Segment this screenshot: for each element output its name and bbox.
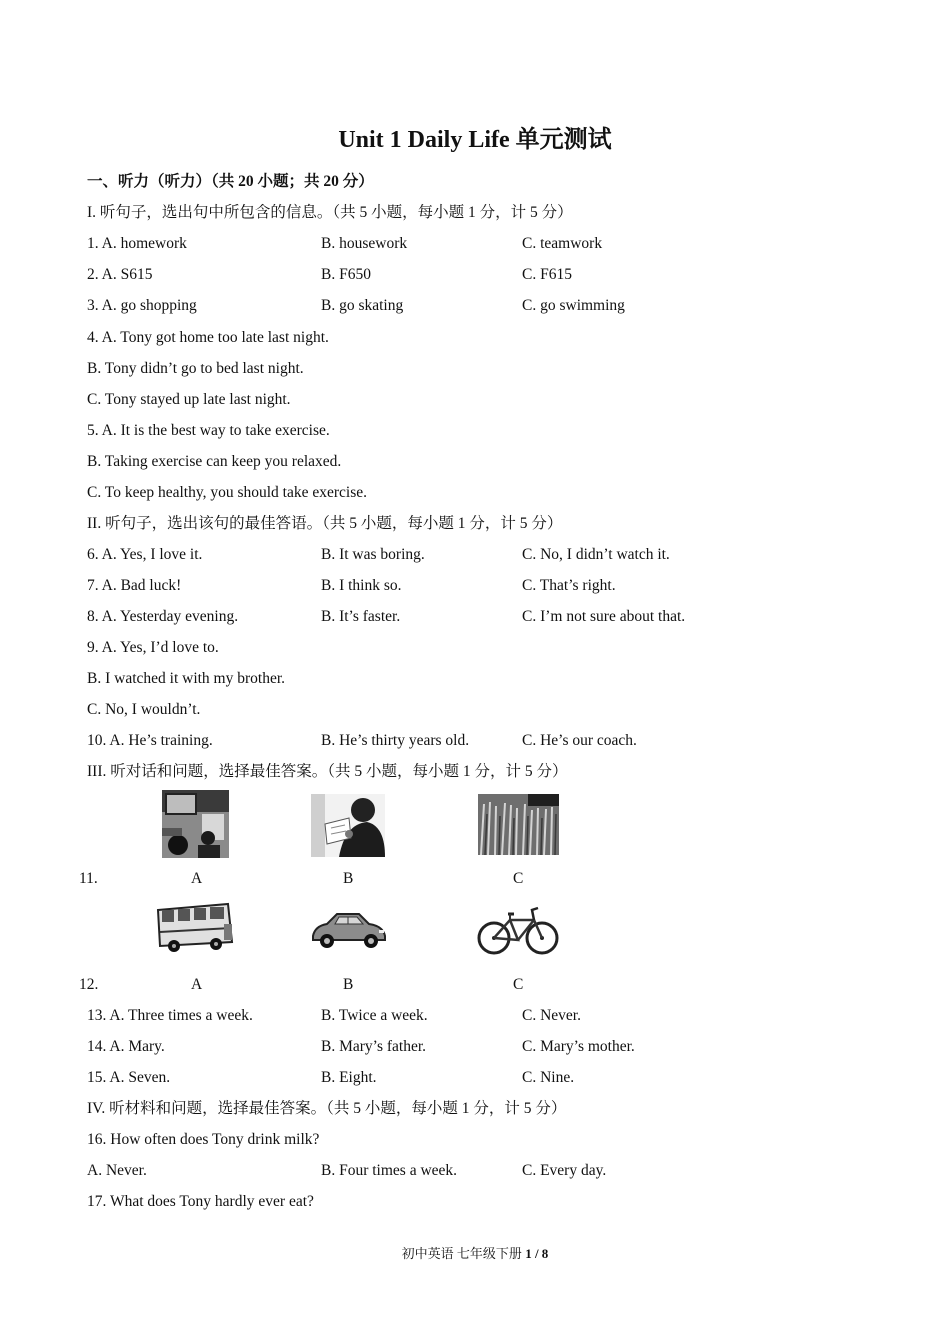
q2-option-b: B. F650 — [321, 266, 371, 283]
q8-option-a: 8. A. Yesterday evening. — [87, 608, 239, 625]
q1-option-b: B. housework — [321, 235, 408, 252]
q15-option-a: 15. A. Seven. — [87, 1069, 171, 1086]
q16-option-c: C. Every day. — [522, 1162, 607, 1179]
q7-option-a: 7. A. Bad luck! — [87, 577, 182, 594]
q6-option-b: B. It was boring. — [321, 546, 425, 563]
q14-option-b: B. Mary’s father. — [321, 1038, 427, 1055]
q12-number: 12. — [79, 976, 99, 993]
q3-option-c: C. go swimming — [522, 297, 625, 314]
q2-option-a: 2. A. S615 — [87, 266, 153, 283]
q11-picture-c-cornfield — [478, 794, 559, 855]
q12-label-b: B — [343, 976, 354, 993]
section-heading-listening: 一、听力（听力）（共 20 小题；共 20 分） — [87, 173, 374, 190]
q4-option-c: C. Tony stayed up late last night. — [87, 391, 291, 408]
q8-option-b: B. It’s faster. — [321, 608, 401, 625]
q4-option-a: 4. A. Tony got home too late last night. — [87, 329, 329, 346]
page-number: 1 / 8 — [525, 1246, 549, 1261]
q5-option-b: B. Taking exercise can keep you relaxed. — [87, 453, 342, 470]
q10-option-c: C. He’s our coach. — [522, 732, 637, 749]
q5-option-c: C. To keep healthy, you should take exercise. — [87, 484, 367, 501]
part2-heading: II. 听句子，选出该句的最佳答语。（共 5 小题，每小题 1 分，计 5 分） — [87, 515, 563, 532]
q2-option-c: C. F615 — [522, 266, 572, 283]
q4-option-b: B. Tony didn’t go to bed last night. — [87, 360, 304, 377]
q16-stem: 16. How often does Tony drink milk? — [87, 1131, 320, 1148]
q16-option-b: B. Four times a week. — [321, 1162, 458, 1179]
q15-option-b: B. Eight. — [321, 1069, 377, 1086]
part1-heading: I. 听句子，选出句中所包含的信息。（共 5 小题，每小题 1 分，计 5 分） — [87, 204, 573, 221]
q12-picture-c-bicycle — [476, 900, 560, 958]
q11-number: 11. — [79, 870, 98, 887]
q13-option-b: B. Twice a week. — [321, 1007, 428, 1024]
part4-heading: IV. 听材料和问题，选择最佳答案。（共 5 小题，每小题 1 分，计 5 分） — [87, 1100, 567, 1117]
q6-option-a: 6. A. Yes, I love it. — [87, 546, 203, 563]
q5-option-a: 5. A. It is the best way to take exercise. — [87, 422, 330, 439]
q9-option-c: C. No, I wouldn’t. — [87, 701, 201, 718]
q12-picture-b-car — [309, 904, 389, 952]
q12-label-c: C — [513, 976, 524, 993]
q11-label-c: C — [513, 870, 524, 887]
q11-label-b: B — [343, 870, 354, 887]
q14-option-a: 14. A. Mary. — [87, 1038, 165, 1055]
q11-picture-b-reading — [311, 794, 385, 857]
q7-option-b: B. I think so. — [321, 577, 402, 594]
q11-label-a: A — [191, 870, 203, 887]
q6-option-c: C. No, I didn’t watch it. — [522, 546, 670, 563]
q3-option-a: 3. A. go shopping — [87, 297, 197, 314]
page-footer — [0, 1245, 950, 1263]
q3-option-b: B. go skating — [321, 297, 404, 314]
q9-option-b: B. I watched it with my brother. — [87, 670, 286, 687]
q1-option-a: 1. A. homework — [87, 235, 187, 252]
page-title: Unit 1 Daily Life 单元测试 — [338, 127, 612, 153]
q12-label-a: A — [191, 976, 203, 993]
footer-text: 初中英语 七年级下册 — [401, 1246, 526, 1261]
q13-option-c: C. Never. — [522, 1007, 581, 1024]
q9-option-a: 9. A. Yes, I’d love to. — [87, 639, 219, 656]
part3-heading: III. 听对话和问题，选择最佳答案。（共 5 小题，每小题 1 分，计 5 分） — [87, 763, 568, 780]
q16-option-a: A. Never. — [87, 1162, 147, 1179]
q17-stem: 17. What does Tony hardly ever eat? — [87, 1193, 314, 1210]
q8-option-c: C. I’m not sure about that. — [522, 608, 686, 625]
q14-option-c: C. Mary’s mother. — [522, 1038, 635, 1055]
q13-option-a: 13. A. Three times a week. — [87, 1007, 253, 1024]
q15-option-c: C. Nine. — [522, 1069, 575, 1086]
q1-option-c: C. teamwork — [522, 235, 603, 252]
q11-picture-a-tv-watching — [162, 790, 229, 858]
q7-option-c: C. That’s right. — [522, 577, 616, 594]
q12-picture-a-bus — [154, 898, 236, 956]
q10-option-b: B. He’s thirty years old. — [321, 732, 470, 749]
q10-option-a: 10. A. He’s training. — [87, 732, 213, 749]
